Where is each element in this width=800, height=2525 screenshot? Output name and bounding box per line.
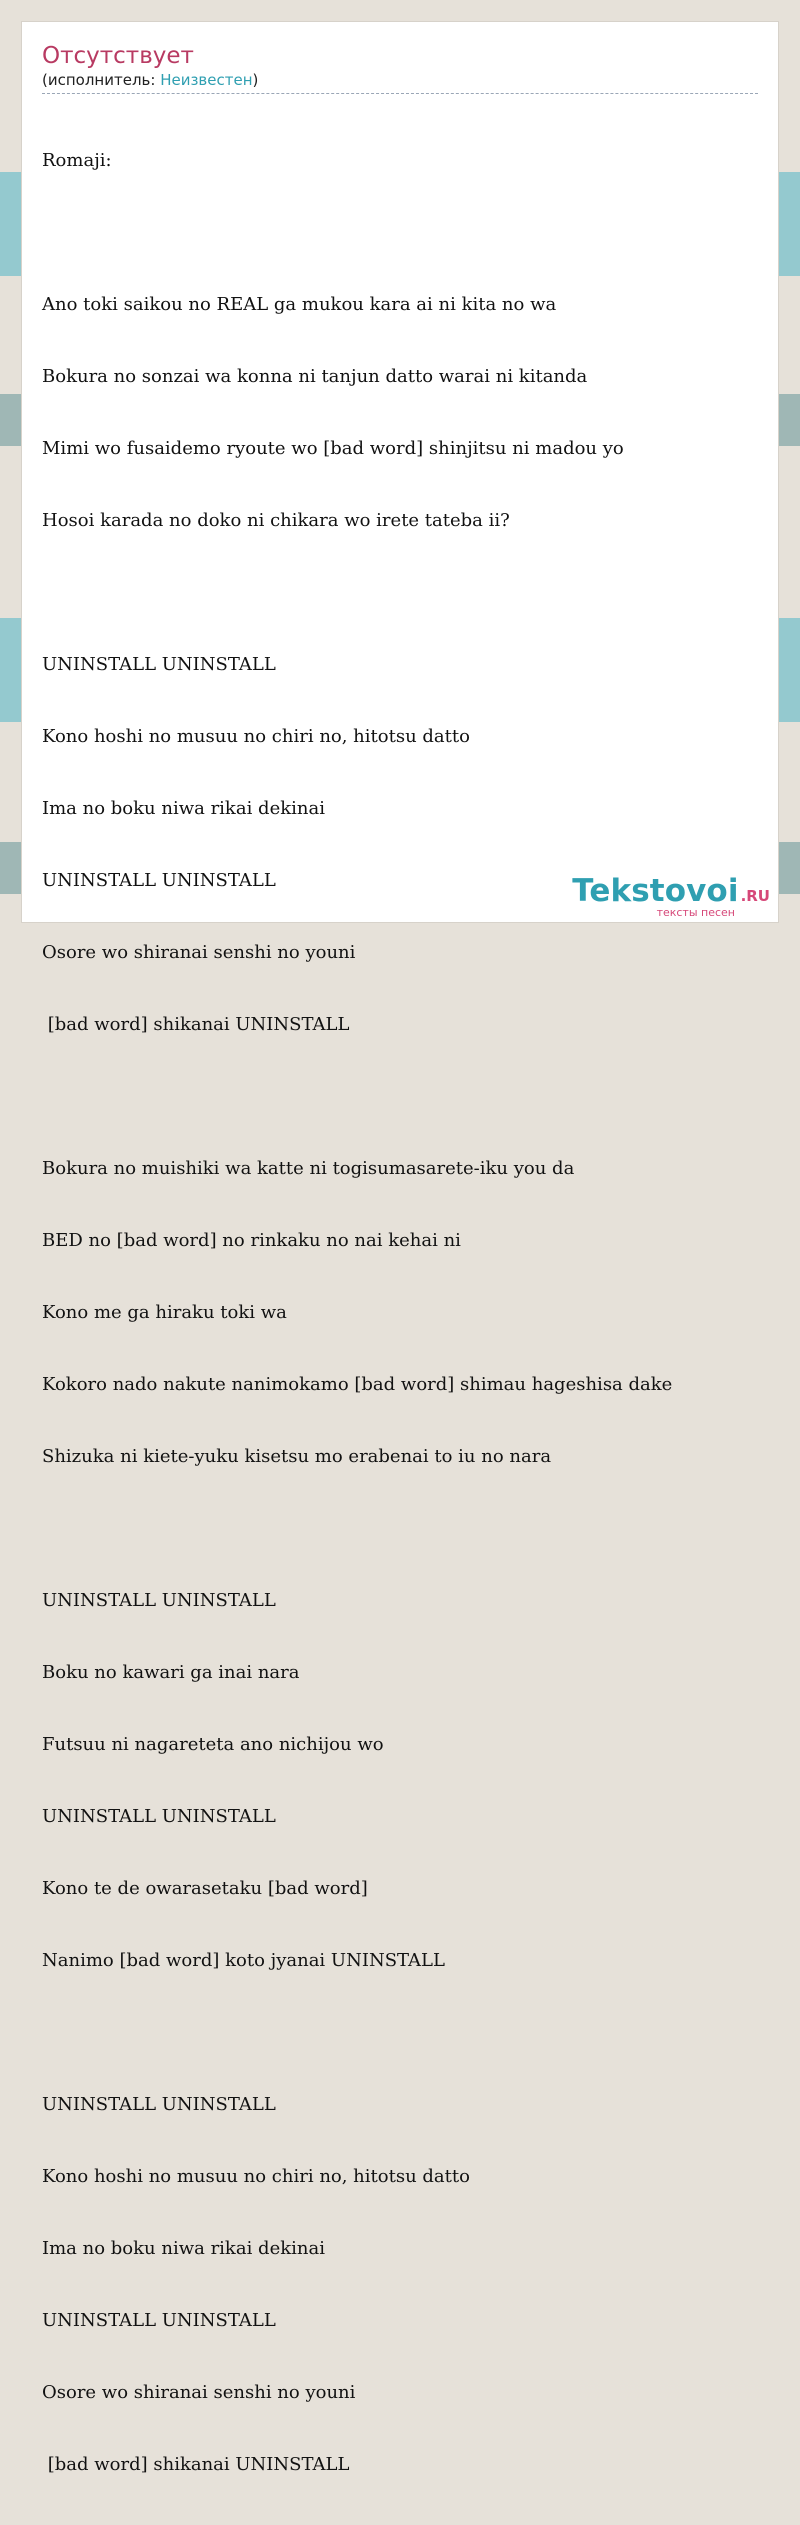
lyric-line — [42, 1085, 758, 1109]
lyric-line: UNINSTALL UNINSTALL — [42, 2310, 276, 2331]
lyric-line: Hosoi karada no doko ni chikara wo irete tateba ii? — [42, 510, 510, 531]
lyric-line: [bad word] shikanai UNINSTALL — [42, 2454, 350, 2475]
lyric-line: UNINSTALL UNINSTALL — [42, 1806, 276, 1827]
lyric-line: Bokura no sonzai wa konna ni tanjun datto warai ni kitanda — [42, 366, 588, 387]
lyric-line: Osore wo shiranai senshi no youni — [42, 2382, 356, 2403]
site-logo-subtitle: тексты песен — [656, 906, 735, 919]
lyric-line: Kono hoshi no musuu no chiri no, hitotsu datto — [42, 726, 470, 747]
lyric-line: Mimi wo fusaidemo ryoute wo [bad word] shinjitsu ni madou yo — [42, 438, 624, 459]
lyric-line: Bokura no muishiki wa katte ni togisumasarete-iku you da — [42, 1158, 575, 1179]
lyric-line: [bad word] shikanai UNINSTALL — [42, 1014, 350, 1035]
lyric-line: Kono hoshi no musuu no chiri no, hitotsu datto — [42, 2166, 470, 2187]
lyric-line: Shizuka ni kiete-yuku kisetsu mo erabenai to iu no nara — [42, 1446, 552, 1467]
lyric-line: Romaji: — [42, 150, 112, 171]
lyric-line: Kono te de owarasetaku [bad word] — [42, 1878, 368, 1899]
site-logo-tld: .RU — [740, 887, 770, 905]
site-logo-main: Tekstovoi — [572, 873, 739, 909]
lyric-line: Osore wo shiranai senshi no youni — [42, 942, 356, 963]
lyric-line: Nanimo [bad word] koto jyanai UNINSTALL — [42, 1950, 445, 1971]
song-title: Отсутствует — [42, 43, 194, 69]
artist-link[interactable]: Неизвестен — [160, 71, 253, 89]
lyric-line: Ano toki saikou no REAL ga mukou kara ai ni kita no wa — [42, 294, 557, 315]
lyric-line: Kokoro nado nakute nanimokamo [bad word] shimau hageshisa dake — [42, 1374, 673, 1395]
artist-prefix: (исполнитель: — [42, 71, 161, 89]
lyric-line: Futsuu ni nagareteta ano nichijou wo — [42, 1734, 384, 1755]
lyrics-text — [42, 101, 758, 2525]
lyric-line — [42, 581, 758, 605]
song-header — [42, 42, 758, 94]
lyric-line: Ima no boku niwa rikai dekinai — [42, 2238, 325, 2259]
site-logo[interactable] — [550, 873, 770, 920]
artist-suffix: ) — [252, 71, 259, 89]
lyrics-card — [22, 22, 778, 2475]
lyric-line: UNINSTALL UNINSTALL — [42, 870, 276, 891]
lyric-line: Ima no boku niwa rikai dekinai — [42, 798, 325, 819]
lyric-line: Kono me ga hiraku toki wa — [42, 1302, 287, 1323]
artist-line — [42, 71, 758, 94]
lyric-line: UNINSTALL UNINSTALL — [42, 654, 276, 675]
lyric-line — [42, 1517, 758, 1541]
lyric-line — [42, 2021, 758, 2045]
lyric-line — [42, 221, 758, 245]
lyric-line: Boku no kawari ga inai nara — [42, 1662, 300, 1683]
lyric-line: UNINSTALL UNINSTALL — [42, 1590, 276, 1611]
lyric-line: BED no [bad word] no rinkaku no nai kehai ni — [42, 1230, 461, 1251]
lyric-line: UNINSTALL UNINSTALL — [42, 2094, 276, 2115]
